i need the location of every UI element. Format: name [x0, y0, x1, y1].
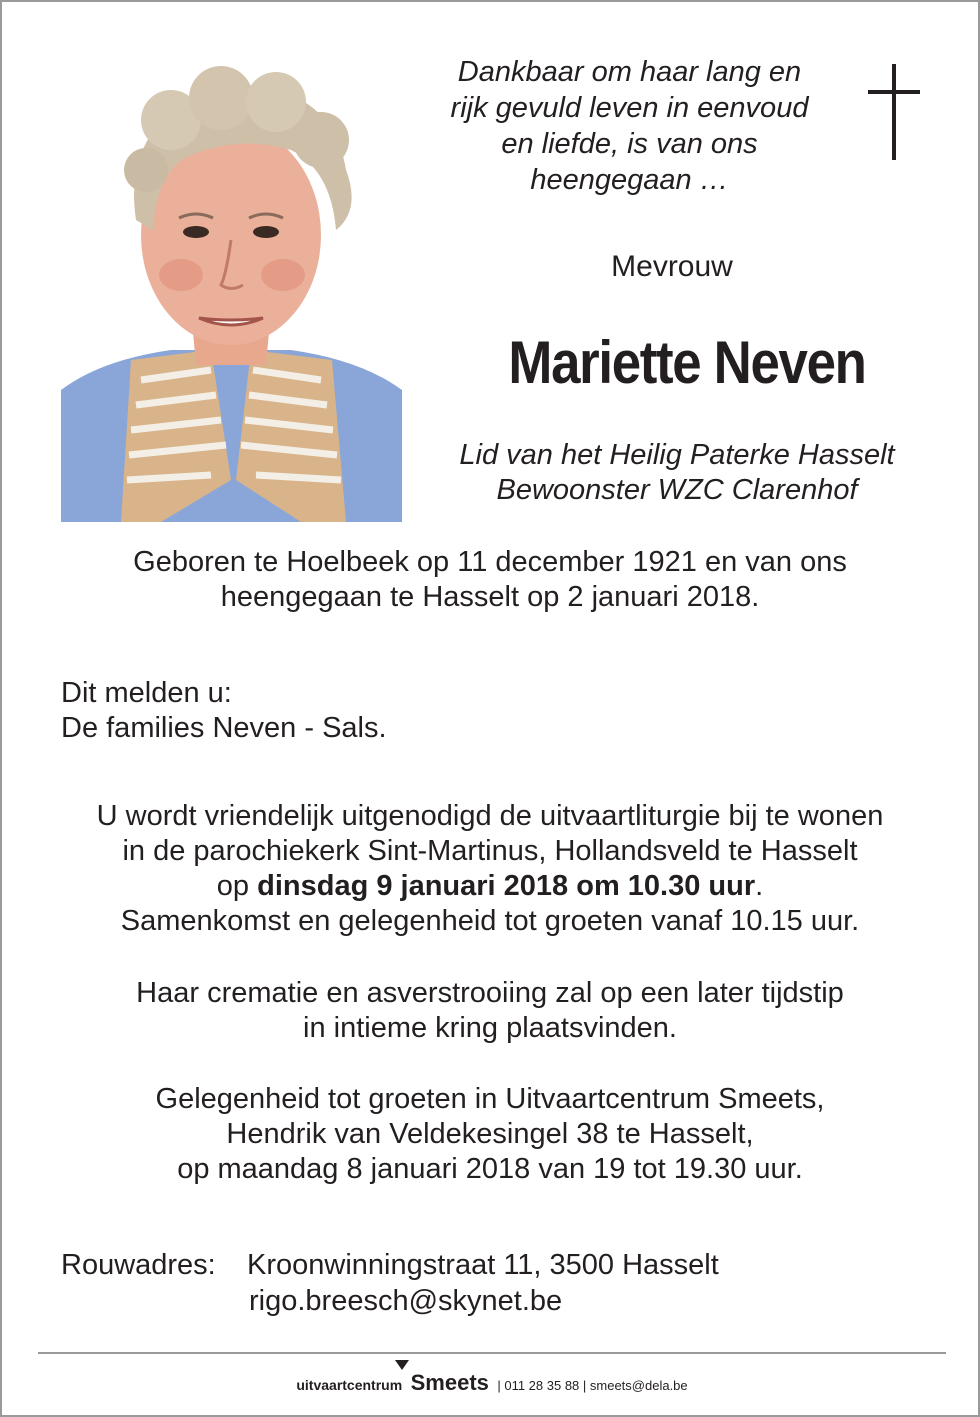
address-email: rigo.breesch@skynet.be: [249, 1285, 563, 1317]
visit-line: Hendrik van Veldekesingel 38 te Hasselt,: [226, 1118, 754, 1150]
service-line: Samenkomst en gelegenheid tot groeten vanaf 10.15 uur.: [120, 905, 860, 937]
footer-brand: Smeets: [410, 1370, 489, 1395]
mourning-address: [61, 1247, 719, 1319]
birth-death-info: [32, 545, 948, 615]
quote-line: Dankbaar om haar lang en: [457, 56, 802, 88]
affiliation-line: Lid van het Heilig Paterke Hasselt: [459, 439, 895, 471]
cross-icon: [864, 64, 924, 162]
portrait-photo: [61, 60, 402, 522]
triangle-marker-icon: [395, 1360, 409, 1370]
footer-divider: [38, 1352, 946, 1354]
quote-line: rijk gevuld leven in eenvoud: [450, 92, 809, 124]
visit-line: Gelegenheid tot groeten in Uitvaartcentrum Smeets,: [155, 1083, 825, 1115]
affiliation: [412, 438, 942, 508]
service-prefix: op: [216, 870, 258, 902]
affiliation-line: Bewoonster WZC Clarenhof: [496, 474, 858, 506]
visitation-info: [32, 1082, 948, 1187]
footer-contact: | 011 28 35 88 | smeets@dela.be: [497, 1378, 688, 1393]
quote-line: heengegaan …: [530, 164, 729, 196]
opening-quote: [412, 54, 847, 198]
service-line: in de parochiekerk Sint-Martinus, Hollandsveld te Hasselt: [122, 835, 858, 867]
quote-line: en liefde, is van ons: [501, 128, 758, 160]
funeral-service-info: [32, 799, 948, 939]
footer-prefix: uitvaartcentrum: [296, 1377, 403, 1393]
visit-line: op maandag 8 januari 2018 van 19 tot 19.30 uur.: [177, 1153, 803, 1185]
service-line: U wordt vriendelijk uitgenodigd de uitvaartliturgie bij te wonen: [96, 800, 884, 832]
address-label: Rouwadres:: [61, 1249, 216, 1281]
cremation-line: Haar crematie en asverstrooiing zal op een later tijdstip: [136, 977, 844, 1009]
service-suffix: .: [755, 870, 764, 902]
deceased-name: Mariette Neven: [508, 329, 866, 396]
cremation-info: [32, 976, 948, 1046]
footer: [38, 1370, 946, 1396]
service-line: [32, 869, 948, 904]
announce-line: Dit melden u:: [61, 677, 232, 709]
born-line: Geboren te Hoelbeek op 11 december 1921 en van ons: [133, 546, 847, 578]
cremation-line: in intieme kring plaatsvinden.: [303, 1012, 677, 1044]
announcement: [61, 676, 387, 746]
announce-line: De families Neven - Sals.: [61, 712, 387, 744]
born-line: heengegaan te Hasselt op 2 januari 2018.: [220, 581, 760, 613]
salutation: Mevrouw: [611, 250, 733, 283]
address-street: Kroonwinningstraat 11, 3500 Hasselt: [247, 1249, 719, 1281]
service-datetime: dinsdag 9 januari 2018 om 10.30 uur: [257, 870, 756, 902]
